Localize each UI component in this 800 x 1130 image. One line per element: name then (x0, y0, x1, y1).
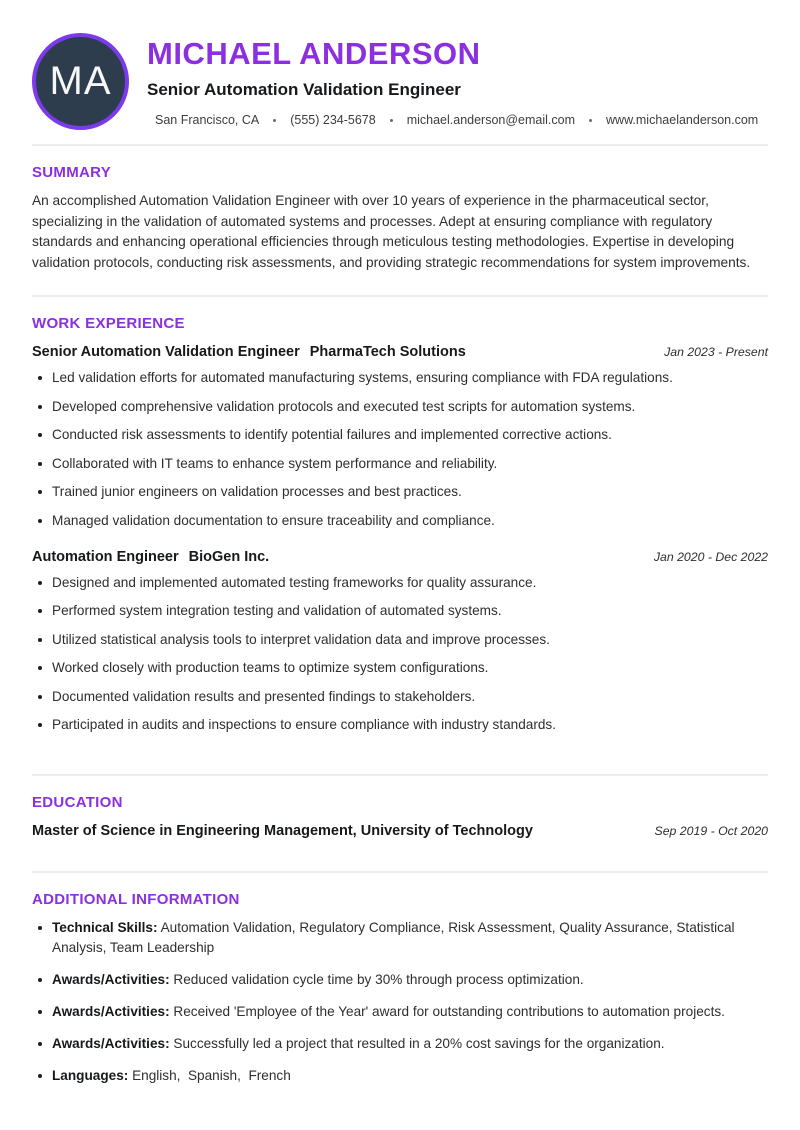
additional-info-item (32, 1066, 768, 1086)
item-label: Technical Skills: (52, 919, 158, 935)
job-bullet: Developed comprehensive validation protocols and executed test scripts for automation systems. (32, 397, 768, 417)
item-label: Languages: (52, 1067, 129, 1083)
job-bullet: Managed validation documentation to ensure traceability and compliance. (32, 511, 768, 531)
contact-row (155, 113, 768, 127)
item-text: Automation Validation, Regulatory Compliance, Risk Assessment, Quality Assurance, Statistical Analysis, Team Leadership (52, 919, 738, 955)
contact-location: San Francisco, CA (155, 113, 260, 128)
job-title-row (32, 549, 269, 565)
job-entry (32, 344, 768, 531)
job-title-row (32, 344, 466, 360)
job-bullet: Documented validation results and presented findings to stakeholders. (32, 687, 768, 707)
job-bullet: Designed and implemented automated testing frameworks for quality assurance. (32, 573, 768, 593)
item-label: Awards/Activities: (52, 1003, 170, 1019)
job-bullet: Utilized statistical analysis tools to interpret validation data and improve processes. (32, 630, 768, 650)
item-label: Awards/Activities: (52, 971, 170, 987)
additional-info-list (32, 918, 768, 1086)
candidate-title: Senior Automation Validation Engineer (147, 80, 461, 100)
additional-info-item (32, 1034, 768, 1054)
avatar-initials: MA (49, 59, 112, 103)
section-summary (32, 146, 768, 295)
job-bullet: Conducted risk assessments to identify potential failures and implemented corrective actions. (32, 425, 768, 445)
education-heading: EDUCATION (32, 793, 123, 811)
section-work-experience (32, 297, 768, 774)
job-bullet: Trained junior engineers on validation processes and best practices. (32, 482, 768, 502)
job-header (32, 344, 768, 360)
work-experience-heading: WORK EXPERIENCE (32, 315, 185, 332)
additional-information-heading: ADDITIONAL INFORMATION (32, 890, 240, 908)
item-text: Received 'Employee of the Year' award for outstanding contributions to automation projects. (173, 1003, 725, 1019)
job-bullet: Performed system integration testing and validation of automated systems. (32, 601, 768, 621)
education-entry (32, 823, 768, 839)
resume-header (32, 0, 768, 144)
item-label: Awards/Activities: (52, 1035, 170, 1051)
additional-info-item (32, 918, 768, 958)
job-bullet: Participated in audits and inspections to ensure compliance with industry standards. (32, 715, 768, 735)
item-text: English, Spanish, French (132, 1067, 291, 1083)
job-dates: Jan 2020 - Dec 2022 (653, 549, 768, 564)
dot-separator-icon (273, 119, 276, 122)
job-bullet: Worked closely with production teams to optimize system configurations. (32, 658, 768, 678)
contact-email: michael.anderson@email.com (406, 113, 576, 128)
dot-separator-icon (390, 119, 393, 122)
job-entry (32, 549, 768, 736)
dot-separator-icon (589, 119, 592, 122)
education-degree: Master of Science in Engineering Management, University of Technology (32, 822, 533, 839)
section-education (32, 776, 768, 871)
contact-phone: (555) 234-5678 (290, 113, 376, 128)
job-title: Automation Engineer (32, 548, 179, 565)
job-bullet: Led validation efforts for automated manufacturing systems, ensuring compliance with FDA regulations. (32, 368, 768, 388)
candidate-name: MICHAEL ANDERSON (147, 35, 481, 71)
contact-website: www.michaelanderson.com (606, 113, 759, 128)
job-header (32, 549, 768, 565)
section-additional-information (32, 873, 768, 1120)
summary-text: An accomplished Automation Validation Engineer with over 10 years of experience in the pharmaceutical sector, specializing in the validation of automated systems and processes. Adept at ensuring compliance with regulatory standards and enhancing operational efficiencies through meticulous testing methodologies. Expertise in developing validation protocols, conducting risk assessments, and providing strategic recommendations for system improvements. (32, 193, 751, 270)
education-dates: Sep 2019 - Oct 2020 (654, 823, 768, 838)
item-text: Successfully led a project that resulted in a 20% cost savings for the organization. (173, 1035, 665, 1051)
avatar (32, 33, 129, 130)
job-dates: Jan 2023 - Present (664, 345, 768, 359)
additional-info-item (32, 1002, 768, 1022)
job-company: PharmaTech Solutions (309, 344, 466, 360)
header-text (147, 36, 768, 128)
job-bullet-list (32, 368, 768, 531)
job-title: Senior Automation Validation Engineer (32, 344, 300, 360)
additional-info-item (32, 970, 768, 990)
job-company: BioGen Inc. (188, 548, 270, 565)
job-bullet-list (32, 573, 768, 736)
summary-heading: SUMMARY (32, 164, 112, 181)
job-bullet: Collaborated with IT teams to enhance system performance and reliability. (32, 454, 768, 474)
item-text: Reduced validation cycle time by 30% through process optimization. (173, 971, 584, 987)
